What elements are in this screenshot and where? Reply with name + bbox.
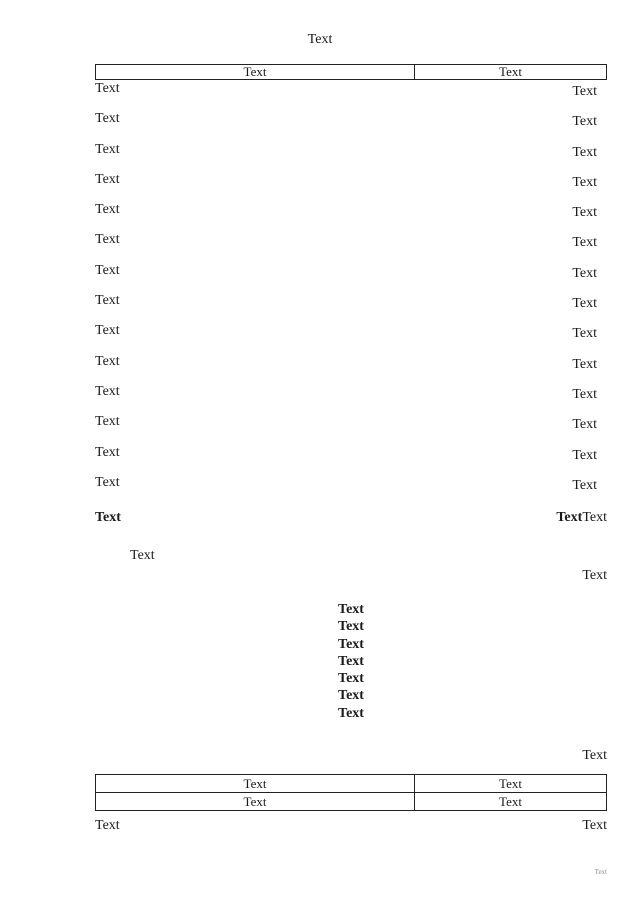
- table-row: [95, 262, 597, 292]
- table-row: [95, 292, 597, 322]
- table-row: [95, 413, 597, 443]
- table-row: [95, 444, 597, 474]
- district-list: [95, 80, 597, 504]
- district-name: Text: [95, 383, 120, 399]
- title-line: Text: [338, 619, 364, 635]
- subsidy-value: Text: [572, 205, 597, 221]
- district-name: Text: [95, 141, 120, 157]
- page-number: Text: [307, 32, 333, 47]
- table-reference: Text: [582, 568, 607, 583]
- subsidy-value: Text: [572, 84, 597, 99]
- file-path-footer: Text: [594, 868, 607, 876]
- table-row: [95, 171, 597, 201]
- column-number-header: [95, 64, 607, 80]
- table-row: [95, 141, 597, 171]
- subsidy-value: Text: [572, 296, 597, 312]
- subsidy-value: Text: [572, 114, 597, 130]
- title-line: Text: [338, 688, 364, 704]
- title-line: Text: [338, 636, 364, 652]
- district-name: Text: [95, 414, 120, 430]
- subsidy-value: Text: [572, 326, 597, 342]
- table-row: [95, 383, 597, 413]
- subsidy-value: Text: [572, 417, 597, 433]
- closing-quote: Text: [582, 510, 607, 525]
- district-name: Text: [95, 444, 120, 460]
- total-value: Text: [556, 510, 583, 525]
- title-line: Text: [338, 653, 364, 669]
- reserve-value: Text: [582, 818, 607, 833]
- district-name: Text: [95, 202, 120, 218]
- column-number-2: Text: [415, 793, 607, 811]
- column-number-1: Text: [96, 65, 415, 79]
- table-row: [95, 110, 597, 140]
- district-name: Text: [95, 353, 120, 369]
- district-name: Text: [95, 111, 120, 127]
- subsidy-value: Text: [572, 144, 597, 160]
- header-row: [96, 775, 607, 793]
- column-number-1: Text: [96, 793, 415, 811]
- table-row: [95, 201, 597, 231]
- amendment-instruction: Text: [130, 548, 155, 563]
- units-label: Text: [582, 748, 607, 763]
- district-name: Text: [95, 81, 120, 96]
- title-line: Text: [338, 705, 364, 721]
- district-name: Text: [95, 293, 120, 309]
- reserve-row: [95, 818, 607, 834]
- total-row: [95, 510, 607, 526]
- subsidy-value: Text: [572, 356, 597, 372]
- subsidy-value: Text: [572, 265, 597, 281]
- subsidy-value: Text: [572, 477, 597, 493]
- table-row: [95, 80, 597, 110]
- header-subsidy-total: Text: [415, 775, 607, 793]
- table-row: [95, 474, 597, 504]
- reserve-label: Text: [95, 818, 120, 833]
- table-row: [95, 322, 597, 352]
- column-number-2: Text: [499, 64, 522, 79]
- table-row: [95, 353, 597, 383]
- header-municipality: Text: [96, 775, 415, 793]
- subsidy-value: Text: [572, 235, 597, 251]
- subsidy-value: Text: [572, 447, 597, 463]
- title-line: Text: [338, 671, 364, 687]
- table-row: [95, 231, 597, 261]
- column-number-row: [96, 793, 607, 811]
- subsidy-value: Text: [572, 174, 597, 190]
- district-name: Text: [95, 262, 120, 278]
- subsidy-value: Text: [572, 386, 597, 402]
- district-name: Text: [95, 474, 120, 490]
- table-title: [95, 601, 607, 722]
- district-name: Text: [95, 232, 120, 248]
- district-name: Text: [95, 323, 120, 339]
- district-name: Text: [95, 171, 120, 187]
- title-line: Text: [338, 602, 364, 617]
- total-label: Text: [95, 510, 121, 525]
- subsidy-table-header: [95, 774, 607, 811]
